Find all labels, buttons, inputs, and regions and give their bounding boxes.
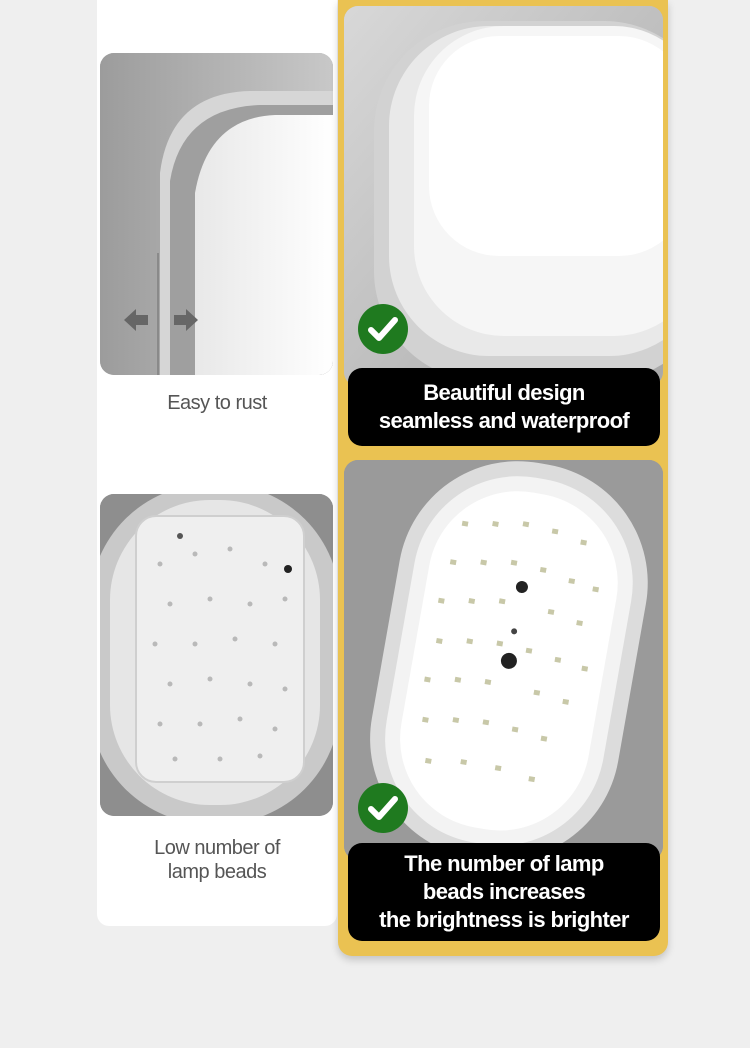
comparison-right-panel [338,0,668,956]
old-lamp-beads-photo [100,494,333,816]
caption-low-bead-count [97,836,337,884]
caption-easy-to-rust: Easy to rust [167,392,267,414]
feature-line-1: The number of lamp [404,851,604,876]
feature-line-1: Beautiful design [423,380,585,405]
caption-line-2: lamp beads [167,861,267,883]
old-lamp-side-photo [100,53,333,375]
feature-line-2: beads increases [422,879,586,904]
feature-box-brightness [348,843,660,941]
comparison-left-panel [97,0,337,926]
caption-line-1: Low number of [154,837,280,859]
arrow-right-icon [172,306,200,339]
feature-box-waterproof [348,368,660,446]
checkmark-icon [358,783,408,833]
feature-line-2: seamless and waterproof [378,408,630,433]
checkmark-icon [358,304,408,354]
arrow-left-icon [122,306,150,339]
feature-line-3: the brightness is brighter [379,907,629,932]
